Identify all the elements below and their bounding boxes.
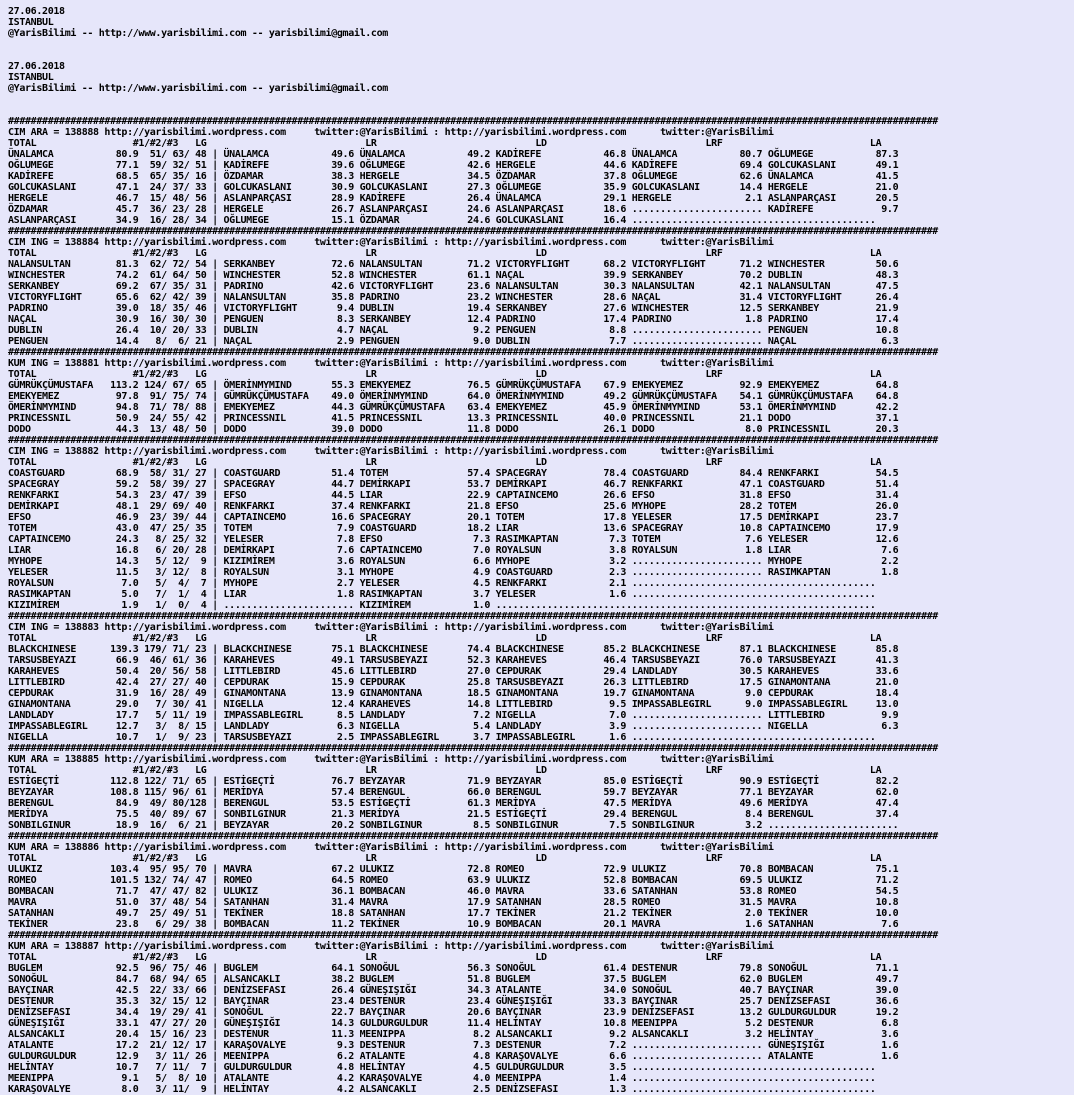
race-column-header: TOTAL #1/#2/#3 LG LR LD LRF LA [8, 853, 882, 864]
race-row: ROYALSUN 7.0 5/ 4/ 7 | MYHOPE 2.7 YELESER 4.5 RENKFARKI 2.1 ........................................... [8, 578, 876, 589]
blank-line [8, 39, 1074, 50]
race-row: ULUKIZ 103.4 95/ 95/ 70 | MAVRA 67.2 ULUKIZ 72.8 ROMEO 72.9 ULUKIZ 70.8 BOMBACAN 75.1 [8, 864, 899, 875]
race-row: NAÇAL 30.9 16/ 30/ 30 | PENGUEN 8.3 SERKANBEY 12.4 PADRINO 17.4 PADRINO 1.8 PADRINO 17.4 [8, 314, 899, 325]
race-row: BEYZAYAR 108.8 115/ 96/ 61 | MERİDYA 57.4 BERENGUL 66.0 BERENGUL 59.7 BEYZAYAR 77.1 BEYZAYAR 62.0 [8, 787, 899, 798]
race-row: ÖMERİNMYMIND 94.8 71/ 78/ 88 | EMEKYEMEZ 44.3 GÜMRÜKÇÜMUSTAFA 63.4 EMEKYEMEZ 45.9 ÖMERİNMYMIND 53.1 ÖMERİNMYMIND 42.2 [8, 402, 899, 413]
race-row: OĞLUMEGE 77.1 59/ 32/ 51 | KADİREFE 39.6 OĞLUMEGE 42.6 HERGELE 44.6 KADİREFE 69.4 GOLCUKASLANI 49.1 [8, 160, 899, 171]
race-row: GOLCUKASLANI 47.1 24/ 37/ 33 | GOLCUKASLANI 30.9 GOLCUKASLANI 27.3 OĞLUMEGE 35.9 GOLCUKASLANI 14.4 HERGELE 21.0 [8, 182, 899, 193]
race-column-header: TOTAL #1/#2/#3 LG LR LD LRF LA [8, 369, 882, 380]
race-title: KUM ING = 138881 http://yarisbilimi.wordpress.com twitter:@YarisBilimi : http://yarisbilimi.wordpress.com twitter:@YarisBilimi [8, 358, 774, 369]
race-row: SATANHAN 49.7 25/ 49/ 51 | TEKİNER 18.8 SATANHAN 17.7 TEKİNER 21.2 TEKİNER 2.0 TEKİNER 10.0 [8, 908, 899, 919]
race-row: DODO 44.3 13/ 48/ 50 | DODO 39.0 DODO 11.8 DODO 26.1 DODO 8.0 PRINCESSNIL 20.3 [8, 424, 899, 435]
header-date: 27.06.2018 [8, 6, 65, 17]
race-title: KUM ARA = 138887 http://yarisbilimi.wordpress.com twitter:@YarisBilimi : http://yarisbilimi.wordpress.com twitter:@YarisBilimi [8, 941, 774, 952]
header-city: ISTANBUL [8, 17, 54, 28]
race-row: PENGUEN 14.4 8/ 6/ 21 | NAÇAL 2.9 PENGUEN 9.0 DUBLIN 7.7 ....................... NAÇAL 6.3 [8, 336, 899, 347]
race-column-header: TOTAL #1/#2/#3 LG LR LD LRF LA [8, 457, 882, 468]
race-column-header: TOTAL #1/#2/#3 LG LR LD LRF LA [8, 952, 882, 963]
race-row: MYHOPE 14.3 5/ 12/ 9 | KIZIMİREM 3.6 ROYALSUN 6.6 MYHOPE 3.2 ....................... MYHOPE 2.2 [8, 556, 899, 567]
race-row: LITTLEBIRD 42.4 27/ 27/ 40 | CEPDURAK 15.9 CEPDURAK 25.8 TARSUSBEYAZI 26.3 LITTLEBIRD 17.5 GINAMONTANA 21.0 [8, 677, 899, 688]
separator-line: #################################################################################################################################################################### [8, 930, 938, 941]
separator-line: #################################################################################################################################################################### [8, 743, 938, 754]
race-row: PRINCESSNIL 50.9 24/ 55/ 42 | PRINCESSNIL 41.5 PRINCESSNIL 13.3 PRINCESSNIL 40.0 PRINCESSNIL 21.1 DODO 37.1 [8, 413, 899, 424]
race-row: KARAŞOVALYE 8.0 3/ 11/ 9 | HELİNTAY 4.2 ALSANCAKLI 2.5 DENİZSEFASI 1.3 ........................................... [8, 1084, 876, 1095]
race-row: SPACEGRAY 59.2 58/ 39/ 27 | SPACEGRAY 44.7 DEMİRKAPI 53.7 DEMİRKAPI 46.7 RENKFARKI 47.1 COASTGUARD 51.4 [8, 479, 899, 490]
race-row: ASLANPARÇASI 34.9 16/ 28/ 34 | OĞLUMEGE 15.1 ÖZDAMAR 24.6 GOLCUKASLANI 16.4 ........................................... [8, 215, 876, 226]
race-row: BUGLEM 92.5 96/ 75/ 46 | BUGLEM 64.1 SONOĞUL 56.3 SONOĞUL 61.4 DESTENUR 79.8 SONOĞUL 71.1 [8, 963, 899, 974]
race-row: TARSUSBEYAZI 66.9 46/ 61/ 36 | KARAHEVES 49.1 TARSUSBEYAZI 52.3 KARAHEVES 46.4 TARSUSBEYAZI 76.0 TARSUSBEYAZI 41.3 [8, 655, 899, 666]
race-title: KUM ARA = 138886 http://yarisbilimi.wordpress.com twitter:@YarisBilimi : http://yarisbilimi.wordpress.com twitter:@YarisBilimi [8, 842, 774, 853]
race-row: PADRINO 39.0 18/ 35/ 46 | VICTORYFLIGHT 9.4 DUBLIN 19.4 SERKANBEY 27.6 WINCHESTER 12.5 SERKANBEY 21.9 [8, 303, 899, 314]
race-row: BOMBACAN 71.7 47/ 47/ 82 | ULUKIZ 36.1 BOMBACAN 46.0 MAVRA 33.6 SATANHAN 53.8 ROMEO 54.5 [8, 886, 899, 897]
race-row: SONOĞUL 84.7 68/ 94/ 65 | ALSANCAKLI 38.2 BUGLEM 51.8 BUGLEM 37.5 BUGLEM 62.0 BUGLEM 49.7 [8, 974, 899, 985]
race-row: RENKFARKI 54.3 23/ 47/ 39 | EFSO 44.5 LIAR 22.9 CAPTAINCEMO 26.6 EFSO 31.8 EFSO 31.4 [8, 490, 899, 501]
race-row: SONBILGINUR 18.9 16/ 6/ 21 | BEYZAYAR 20.2 SONBILGINUR 8.5 SONBILGINUR 7.5 SONBILGINUR 3.2 ....................... [8, 820, 899, 831]
race-row: KIZIMİREM 1.9 1/ 0/ 4 | ....................... KIZIMİREM 1.0 ................................................................... [8, 600, 876, 611]
race-row: SERKANBEY 69.2 67/ 35/ 31 | PADRINO 42.6 VICTORYFLIGHT 23.6 NALANSULTAN 30.3 NALANSULTAN 42.1 NALANSULTAN 47.5 [8, 281, 899, 292]
separator-line: #################################################################################################################################################################### [8, 435, 938, 446]
race-column-header: TOTAL #1/#2/#3 LG LR LD LRF LA [8, 765, 882, 776]
race-row: NALANSULTAN 81.3 62/ 72/ 54 | SERKANBEY 72.6 NALANSULTAN 71.2 VICTORYFLIGHT 68.2 VICTORYFLIGHT 71.2 WINCHESTER 50.6 [8, 259, 899, 270]
race-row: EFSO 46.9 23/ 39/ 44 | CAPTAINCEMO 16.6 SPACEGRAY 20.1 TOTEM 17.8 YELESER 17.5 DEMİRKAPI 23.7 [8, 512, 899, 523]
race-row: ROMEO 101.5 132/ 74/ 47 | ROMEO 64.5 ROMEO 63.9 ULUKIZ 52.8 BOMBACAN 69.5 ULUKIZ 71.2 [8, 875, 899, 886]
race-row: ÜNALAMCA 80.9 51/ 63/ 48 | ÜNALAMCA 49.6 ÜNALAMCA 49.2 KADİREFE 46.8 ÜNALAMCA 80.7 OĞLUMEGE 87.3 [8, 149, 899, 160]
race-row: KADİREFE 68.5 65/ 35/ 16 | ÖZDAMAR 38.3 HERGELE 34.5 ÖZDAMAR 37.8 OĞLUMEGE 62.6 ÜNALAMCA 41.5 [8, 171, 899, 182]
race-row: MERİDYA 75.5 40/ 89/ 67 | SONBILGINUR 21.3 MERİDYA 21.5 ESTİGEÇTİ 29.4 BERENGUL 8.4 BERENGUL 37.4 [8, 809, 899, 820]
race-row: VICTORYFLIGHT 65.6 62/ 42/ 39 | NALANSULTAN 35.8 PADRINO 23.2 WINCHESTER 28.6 NAÇAL 31.4 VICTORYFLIGHT 26.4 [8, 292, 899, 303]
race-row: IMPASSABLEGIRL 12.7 3/ 8/ 15 | LANDLADY 6.3 NIGELLA 5.4 LANDLADY 3.9 ....................... NIGELLA 6.3 [8, 721, 899, 732]
race-row: DEMİRKAPI 48.1 29/ 69/ 40 | RENKFARKI 37.4 RENKFARKI 21.8 EFSO 25.6 MYHOPE 28.2 TOTEM 26.0 [8, 501, 899, 512]
separator-line: #################################################################################################################################################################### [8, 116, 938, 127]
race-row: BAYÇINAR 42.5 22/ 33/ 66 | DENİZSEFASI 26.4 GÜNEŞIŞIĞI 34.3 ATALANTE 34.0 SONOĞUL 40.7 BAYÇINAR 39.0 [8, 985, 899, 996]
separator-line: #################################################################################################################################################################### [8, 347, 938, 358]
race-row: GULDURGULDUR 12.9 3/ 11/ 26 | MEENIPPA 6.2 ATALANTE 4.8 KARAŞOVALYE 6.6 ....................... ATALANTE 1.6 [8, 1051, 899, 1062]
separator-line: #################################################################################################################################################################### [8, 831, 938, 842]
blank-line [8, 50, 1074, 61]
race-row: EMEKYEMEZ 97.8 91/ 75/ 74 | GÜMRÜKÇÜMUSTAFA 49.0 ÖMERİNMYMIND 64.0 ÖMERİNMYMIND 49.2 GÜMRÜKÇÜMUSTAFA 54.1 GÜMRÜKÇÜMUSTAFA 64.8 [8, 391, 899, 402]
race-row: ESTİGEÇTİ 112.8 122/ 71/ 65 | ESTİGEÇTİ 76.7 BEYZAYAR 71.9 BEYZAYAR 85.0 ESTİGEÇTİ 90.9 ESTİGEÇTİ 82.2 [8, 776, 899, 787]
race-row: CEPDURAK 31.9 16/ 28/ 49 | GINAMONTANA 13.9 GINAMONTANA 18.5 GINAMONTANA 19.7 GINAMONTANA 9.0 CEPDURAK 18.4 [8, 688, 899, 699]
header-city: ISTANBUL [8, 72, 54, 83]
race-row: CAPTAINCEMO 24.3 8/ 25/ 32 | YELESER 7.8 EFSO 7.3 RASIMKAPTAN 7.3 TOTEM 7.6 YELESER 12.6 [8, 534, 899, 545]
race-title: CIM ARA = 138888 http://yarisbilimi.wordpress.com twitter:@YarisBilimi : http://yarisbilimi.wordpress.com twitter:@YarisBilimi [8, 127, 774, 138]
race-row: ÖZDAMAR 45.7 36/ 23/ 28 | HERGELE 26.7 ASLANPARÇASI 24.6 ASLANPARÇASI 18.6 ....................... KADİREFE 9.7 [8, 204, 899, 215]
race-row: RASIMKAPTAN 5.0 7/ 1/ 4 | LIAR 1.8 RASIMKAPTAN 3.7 YELESER 1.6 ........................................... [8, 589, 876, 600]
header-contact: @YarisBilimi -- http://www.yarisbilimi.com -- yarisbilimi@gmail.com [8, 28, 388, 39]
race-row: GÜMRÜKÇÜMUSTAFA 113.2 124/ 67/ 65 | ÖMERİNMYMIND 55.3 EMEKYEMEZ 76.5 GÜMRÜKÇÜMUSTAFA 67.9 EMEKYEMEZ 92.9 EMEKYEMEZ 64.8 [8, 380, 899, 391]
blank-line [8, 94, 1074, 105]
race-row: COASTGUARD 68.9 58/ 31/ 27 | COASTGUARD 51.4 TOTEM 57.4 SPACEGRAY 78.4 COASTGUARD 84.4 RENKFARKI 54.5 [8, 468, 899, 479]
race-row: ATALANTE 17.2 21/ 12/ 17 | KARAŞOVALYE 9.3 DESTENUR 7.3 DESTENUR 7.2 ....................... GÜNEŞIŞIĞI 1.6 [8, 1040, 899, 1051]
race-column-header: TOTAL #1/#2/#3 LG LR LD LRF LA [8, 633, 882, 644]
blank-line [8, 105, 1074, 116]
race-row: MEENIPPA 9.1 5/ 8/ 10 | ATALANTE 4.2 KARAŞOVALYE 4.0 MEENIPPA 1.4 ........................................... [8, 1073, 876, 1084]
race-row: LIAR 16.8 6/ 20/ 28 | DEMİRKAPI 7.6 CAPTAINCEMO 7.0 ROYALSUN 3.8 ROYALSUN 1.8 LIAR 7.6 [8, 545, 899, 556]
race-title: CIM ING = 138884 http://yarisbilimi.wordpress.com twitter:@YarisBilimi : http://yarisbilimi.wordpress.com twitter:@YarisBilimi [8, 237, 774, 248]
race-row: MAVRA 51.0 37/ 48/ 54 | SATANHAN 31.4 MAVRA 17.9 SATANHAN 28.5 ROMEO 31.5 MAVRA 10.8 [8, 897, 899, 908]
race-row: HELİNTAY 10.7 7/ 11/ 7 | GULDURGULDUR 4.8 HELİNTAY 4.5 GULDURGULDUR 3.5 ........................................... [8, 1062, 876, 1073]
race-row: NIGELLA 10.7 1/ 9/ 23 | TARSUSBEYAZI 2.5 IMPASSABLEGIRL 3.7 IMPASSABLEGIRL 1.6 ........................................... [8, 732, 876, 743]
header-date: 27.06.2018 [8, 61, 65, 72]
race-row: HERGELE 46.7 15/ 48/ 56 | ASLANPARÇASI 28.9 KADİREFE 26.4 ÜNALAMCA 29.1 HERGELE 2.1 ASLANPARÇASI 20.5 [8, 193, 899, 204]
race-row: WINCHESTER 74.2 61/ 64/ 50 | WINCHESTER 52.8 WINCHESTER 61.1 NAÇAL 39.9 SERKANBEY 70.2 DUBLIN 48.3 [8, 270, 899, 281]
race-row: DUBLIN 26.4 10/ 20/ 33 | DUBLIN 4.7 NAÇAL 9.2 PENGUEN 8.8 ....................... PENGUEN 10.8 [8, 325, 899, 336]
race-row: DESTENUR 35.3 32/ 15/ 12 | BAYÇINAR 23.4 DESTENUR 23.4 GÜNEŞIŞIĞI 33.3 BAYÇINAR 25.7 DENİZSEFASI 36.6 [8, 996, 899, 1007]
race-row: GINAMONTANA 29.0 7/ 30/ 41 | NIGELLA 12.4 KARAHEVES 14.8 LITTLEBIRD 9.5 IMPASSABLEGIRL 9.0 IMPASSABLEGIRL 13.0 [8, 699, 899, 710]
race-column-header: TOTAL #1/#2/#3 LG LR LD LRF LA [8, 138, 882, 149]
race-row: TEKİNER 23.8 6/ 29/ 38 | BOMBACAN 11.2 TEKİNER 10.9 BOMBACAN 20.1 MAVRA 1.6 SATANHAN 7.6 [8, 919, 899, 930]
race-row: DENİZSEFASI 34.4 19/ 29/ 41 | SONOĞUL 22.7 BAYÇINAR 20.6 BAYÇINAR 23.9 DENİZSEFASI 13.2 GULDURGULDUR 19.2 [8, 1007, 899, 1018]
race-row: GÜNEŞIŞIĞI 33.1 47/ 27/ 20 | GÜNEŞIŞIĞI 14.3 GULDURGULDUR 11.4 HELİNTAY 10.8 MEENIPPA 5.2 DESTENUR 6.8 [8, 1018, 899, 1029]
header-contact: @YarisBilimi -- http://www.yarisbilimi.com -- yarisbilimi@gmail.com [8, 83, 388, 94]
race-title: KUM ARA = 138885 http://yarisbilimi.wordpress.com twitter:@YarisBilimi : http://yarisbilimi.wordpress.com twitter:@YarisBilimi [8, 754, 774, 765]
race-row: YELESER 11.5 3/ 12/ 8 | ROYALSUN 3.1 MYHOPE 4.9 COASTGUARD 2.3 ....................... RASIMKAPTAN 1.8 [8, 567, 899, 578]
race-row: BERENGUL 84.9 49/ 80/128 | BERENGUL 53.5 ESTİGEÇTİ 61.3 MERİDYA 47.5 MERİDYA 49.6 MERİDYA 47.4 [8, 798, 899, 809]
race-row: LANDLADY 17.7 5/ 11/ 19 | IMPASSABLEGIRL 8.5 LANDLADY 7.2 NIGELLA 7.0 ....................... LITTLEBIRD 9.9 [8, 710, 899, 721]
race-title: CIM ING = 138883 http://yarisbilimi.wordpress.com twitter:@YarisBilimi : http://yarisbilimi.wordpress.com twitter:@YarisBilimi [8, 622, 774, 633]
race-row: ALSANCAKLI 20.4 15/ 16/ 23 | DESTENUR 11.3 MEENIPPA 8.2 ALSANCAKLI 9.2 ALSANCAKLI 3.2 HELİNTAY 3.6 [8, 1029, 899, 1040]
race-row: TOTEM 43.0 47/ 25/ 35 | TOTEM 7.9 COASTGUARD 18.2 LIAR 13.6 SPACEGRAY 10.8 CAPTAINCEMO 17.9 [8, 523, 899, 534]
race-column-header: TOTAL #1/#2/#3 LG LR LD LRF LA [8, 248, 882, 259]
race-row: KARAHEVES 50.4 20/ 56/ 58 | LITTLEBIRD 45.6 LITTLEBIRD 27.0 CEPDURAK 29.4 LANDLADY 30.5 KARAHEVES 33.6 [8, 666, 899, 677]
separator-line: #################################################################################################################################################################### [8, 226, 938, 237]
separator-line: #################################################################################################################################################################### [8, 611, 938, 622]
race-title: CIM ING = 138882 http://yarisbilimi.wordpress.com twitter:@YarisBilimi : http://yarisbilimi.wordpress.com twitter:@YarisBilimi [8, 446, 774, 457]
race-row: BLACKCHINESE 139.3 179/ 71/ 23 | BLACKCHINESE 75.1 BLACKCHINESE 74.4 BLACKCHINESE 85.2 BLACKCHINESE 87.1 BLACKCHINESE 85.8 [8, 644, 899, 655]
